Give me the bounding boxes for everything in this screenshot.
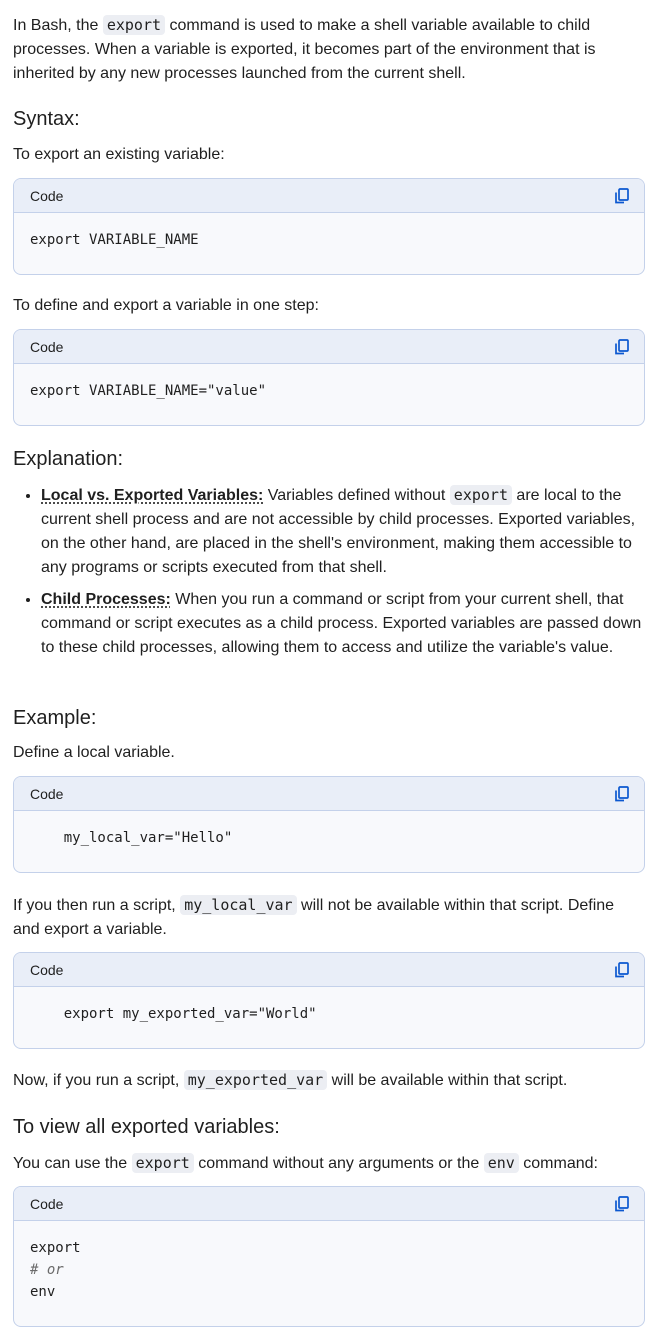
example-paragraph-2 [13, 893, 645, 942]
code-comment: # or [30, 1262, 64, 1278]
example-paragraph-3 [13, 1068, 645, 1093]
copy-icon [613, 338, 631, 356]
inline-code: export [103, 15, 165, 35]
copy-icon [613, 961, 631, 979]
copy-icon [613, 785, 631, 803]
copy-code-button[interactable] [612, 186, 632, 206]
code-block-define-export [13, 329, 645, 426]
example-heading: Example: [13, 707, 97, 729]
explanation-list [13, 483, 652, 668]
code-block-label: Code [30, 785, 64, 802]
code-block-header [14, 1187, 644, 1221]
intro-text: command is used to make a shell variable available to child processes. When a variable is exported, it becomes part of the environment that is inherited by any new processes launched from the current shell. [13, 17, 596, 82]
list-item-text: When you run a command or script from your current shell, that command or script executes as a child process. Exported variables are passed down to these child processes, allowing them to access and utilize the variable's value. [41, 591, 642, 656]
code-block-local-var [13, 776, 645, 873]
code-content [14, 213, 644, 267]
syntax-paragraph-1: To export an existing variable: [13, 146, 225, 163]
inline-code: export [450, 485, 512, 505]
code-line: env [30, 1284, 56, 1300]
code-line: export [30, 1240, 81, 1256]
list-item [41, 588, 652, 660]
list-item-text: Variables defined without [263, 487, 450, 504]
paragraph-text: You can use the [13, 1155, 132, 1172]
term-child-processes: Child Processes: [41, 591, 171, 608]
copy-icon [613, 187, 631, 205]
copy-code-button[interactable] [612, 784, 632, 804]
code-block-label: Code [30, 1195, 64, 1212]
code-block-export-existing [13, 178, 645, 275]
paragraph-text: If you then run a script, [13, 897, 181, 914]
code-line: export my_exported_var="World" [30, 1006, 317, 1022]
code-block-label: Code [30, 338, 64, 355]
inline-code: env [484, 1153, 519, 1173]
paragraph-text: will be available within that script. [327, 1072, 568, 1089]
paragraph-text: command without any arguments or the [193, 1155, 484, 1172]
code-line: export VARIABLE_NAME [30, 232, 199, 248]
code-block-label: Code [30, 961, 64, 978]
syntax-paragraph-2: To define and export a variable in one step: [13, 297, 319, 314]
syntax-heading: Syntax: [13, 108, 80, 130]
view-paragraph [13, 1151, 645, 1176]
explanation-heading: Explanation: [13, 448, 124, 470]
paragraph-text: will not be available within that script. Define and export a variable. [13, 897, 615, 938]
example-paragraph-1: Define a local variable. [13, 744, 175, 761]
intro-text: In Bash, the [13, 17, 103, 34]
copy-code-button[interactable] [612, 337, 632, 357]
inline-code: my_exported_var [184, 1070, 327, 1090]
list-item [41, 483, 652, 580]
code-block-header [14, 179, 644, 213]
view-exported-heading: To view all exported variables: [13, 1116, 280, 1138]
copy-icon [613, 1195, 631, 1213]
copy-code-button[interactable] [612, 960, 632, 980]
code-content [14, 1221, 644, 1319]
code-block-header [14, 777, 644, 811]
copy-code-button[interactable] [612, 1194, 632, 1214]
code-content [14, 987, 644, 1041]
code-line: export VARIABLE_NAME="value" [30, 383, 267, 399]
code-content [14, 364, 644, 418]
intro-paragraph [13, 13, 645, 86]
code-block-view-exports [13, 1186, 645, 1327]
code-block-exported-var [13, 952, 645, 1049]
paragraph-text: command: [518, 1155, 598, 1172]
list-item-text: are local to the current shell process and are not accessible by child processes. Exported variables, on the other hand, are placed in the shell's environment, making them accessible to any programs or scripts executed from that shell. [41, 487, 636, 576]
code-block-header [14, 330, 644, 364]
code-block-label: Code [30, 187, 64, 204]
paragraph-text: Now, if you run a script, [13, 1072, 184, 1089]
term-local-vs-exported: Local vs. Exported Variables: [41, 487, 264, 504]
code-content [14, 811, 644, 865]
code-line: my_local_var="Hello" [30, 830, 233, 846]
inline-code: export [132, 1153, 194, 1173]
inline-code: my_local_var [180, 895, 296, 915]
code-block-header [14, 953, 644, 987]
